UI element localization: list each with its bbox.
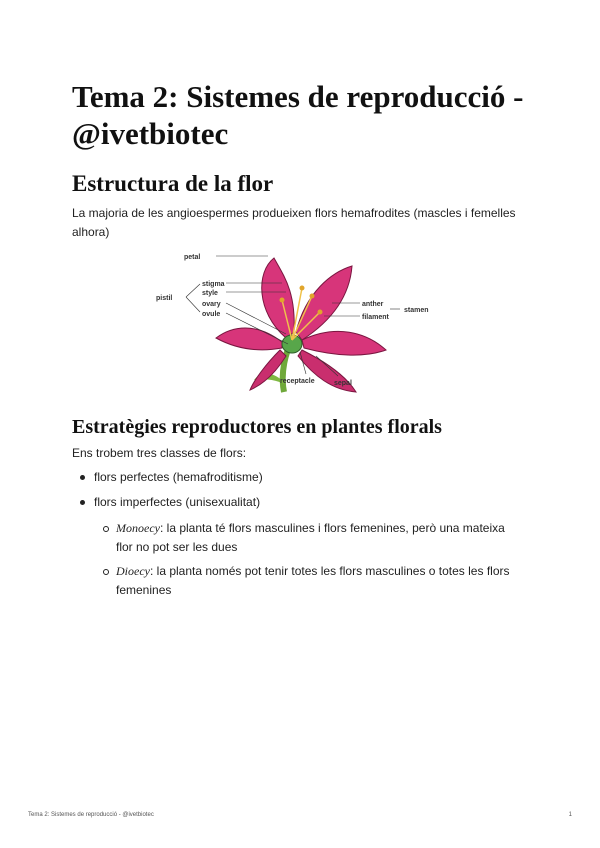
label-petal: petal	[184, 254, 201, 261]
section-heading-structure: Estructura de la flor	[72, 171, 274, 196]
list-item-text: flors perfectes (hemafroditisme)	[94, 470, 263, 484]
sub-list-item-text: : la planta només pot tenir totes les flors masculines o totes les flors femenines	[116, 564, 510, 597]
label-receptacle: receptacle	[280, 378, 315, 385]
page-number: 1	[568, 812, 572, 818]
sub-list-item	[116, 562, 516, 600]
page-title: Tema 2: Sistemes de reproducció - @ivetbiotec	[72, 79, 524, 151]
anther-shape	[318, 310, 323, 315]
footer-title: Tema 2: Sistemes de reproducció - @ivetbiotec	[28, 812, 154, 818]
list-item-text: flors imperfectes (unisexualitat)	[94, 495, 261, 509]
section-heading-strategies: Estratègies reproductores en plantes florals	[72, 416, 442, 438]
label-stigma: stigma	[202, 281, 225, 288]
list-item	[94, 468, 263, 487]
flower-diagram-svg	[156, 252, 446, 396]
bullet-icon	[80, 475, 85, 480]
sub-list-item-text: : la planta té flors masculines i flors femenines, però una mateixa flor no pot ser les dues	[116, 521, 505, 554]
petal-shape	[216, 328, 282, 350]
bullet-icon	[80, 500, 85, 505]
label-style: style	[202, 290, 218, 297]
petal-shape	[302, 331, 386, 355]
structure-intro-paragraph: La majoria de les angioespermes produeixen flors hemafrodites (mascles i femelles alhora)	[72, 206, 516, 239]
flower-diagram	[156, 252, 446, 396]
list-item	[94, 493, 260, 512]
anther-shape	[310, 294, 315, 299]
label-ovule: ovule	[202, 311, 221, 318]
petal-shape	[262, 258, 295, 338]
strategies-intro-paragraph: Ens trobem tres classes de flors:	[72, 446, 247, 460]
page-footer	[28, 811, 572, 819]
term-dioecy: Dioecy	[116, 564, 150, 578]
label-filament: filament	[362, 314, 389, 321]
label-anther: anther	[362, 301, 384, 308]
sub-list-item	[116, 519, 516, 557]
anther-shape	[280, 298, 285, 303]
label-stamen: stamen	[404, 307, 429, 314]
term-monoecy: Monoecy	[116, 521, 160, 535]
label-ovary: ovary	[202, 301, 221, 308]
circle-bullet-icon	[103, 569, 109, 575]
label-sepal: sepal	[334, 380, 352, 387]
circle-bullet-icon	[103, 526, 109, 532]
label-pistil: pistil	[156, 295, 173, 302]
anther-shape	[300, 286, 305, 291]
